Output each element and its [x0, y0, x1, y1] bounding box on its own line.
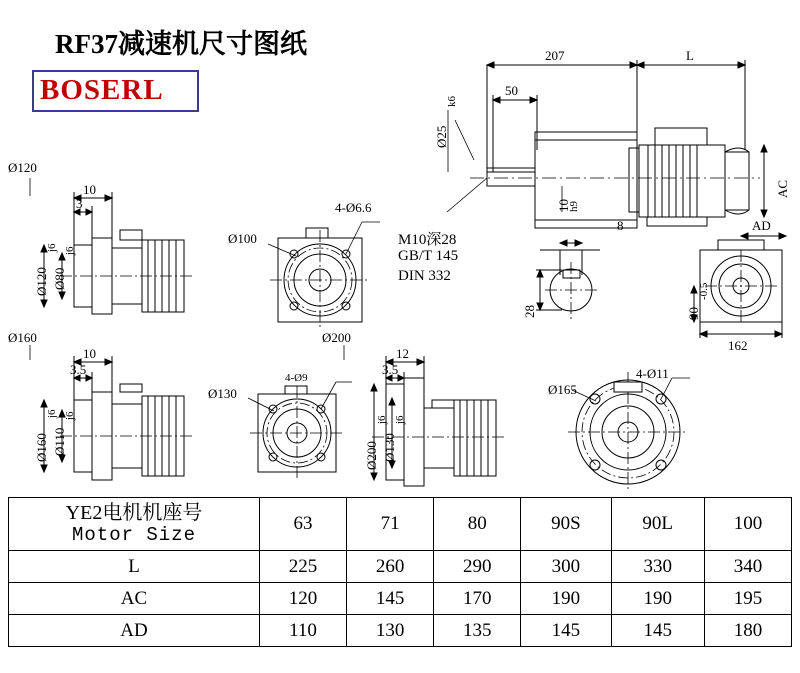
table-row — [9, 615, 792, 647]
table-cell-AD-4: 145 — [611, 615, 704, 647]
flange-small-shaft-tol-label: j6 — [46, 243, 58, 252]
dim-28-label: 28 — [522, 305, 537, 318]
flange-small-pcd-label: Ø100 — [228, 231, 257, 246]
dim-207-label: 207 — [545, 48, 565, 63]
dimension-table — [8, 497, 792, 647]
table-row — [9, 551, 792, 583]
flange-mid-bore-label: Ø110 — [52, 427, 67, 456]
dim-10h9-label: 10 — [556, 199, 571, 212]
dim-50-label: 50 — [505, 83, 518, 98]
flange-mid-shaft-label: Ø160 — [34, 433, 49, 462]
table-cell-AC-4: 190 — [611, 583, 704, 615]
standard-gb-label: GB/T 145 — [398, 248, 459, 264]
flange-small-bore-label: Ø80 — [52, 267, 67, 290]
flange-large-dim35-label: 3.5 — [382, 362, 399, 377]
dim-L-label: L — [686, 48, 694, 63]
flange-mid-bore-tol-label: j6 — [64, 411, 76, 420]
dim-AD-label: AD — [752, 218, 771, 233]
table-cell-AD-0: 110 — [260, 615, 347, 647]
flange-small-dim3-label: 3 — [76, 196, 83, 211]
thread-spec-label: M10深28 — [398, 232, 457, 248]
table-header-en: Motor Size — [71, 523, 197, 546]
flange-mid-pcd-label: Ø130 — [208, 386, 237, 401]
table-cell-AC-5: 195 — [704, 583, 791, 615]
flange-mid-shaft-tol-label: j6 — [46, 409, 58, 418]
flange-large-bore-label: Ø130 — [382, 433, 397, 462]
table-cell-AD-5: 180 — [704, 615, 791, 647]
dim-10h9-tol-label: h9 — [568, 201, 580, 212]
shaft-dia-tol-label: k6 — [446, 96, 458, 107]
table-row-label-AD: AD — [9, 615, 260, 647]
flange-large-dim12-label: 12 — [396, 346, 409, 361]
dim-162-label: 162 — [728, 338, 748, 353]
table-row-label-AC: AC — [9, 583, 260, 615]
table-cell-L-3: 300 — [521, 551, 611, 583]
table-cell-L-5: 340 — [704, 551, 791, 583]
table-header-cn: YE2电机机座号 — [65, 502, 203, 525]
table-cell-AD-3: 145 — [521, 615, 611, 647]
page-title: RF37减速机尺寸图纸 — [55, 29, 307, 59]
table-cell-size-3: 90S — [521, 498, 611, 551]
flange-small-holes-label: 4-Ø6.6 — [335, 200, 372, 215]
dim-8-label: 8 — [617, 218, 624, 233]
flange-large-od-label: Ø200 — [322, 330, 351, 345]
table-cell-AC-3: 190 — [521, 583, 611, 615]
table-row — [9, 498, 792, 551]
shaft-dia-label: Ø25 — [434, 125, 449, 148]
table-cell-AC-2: 170 — [434, 583, 521, 615]
flange-mid-holes-label: 4-Ø9 — [285, 372, 308, 384]
flange-small-od-label: Ø120 — [8, 160, 37, 175]
table-cell-size-0: 63 — [260, 498, 347, 551]
flange-small-shaft-label: Ø120 — [34, 267, 49, 296]
dim-AC-label: AC — [775, 179, 790, 198]
flange-large-shaft-label: Ø200 — [364, 441, 379, 470]
table-cell-L-1: 260 — [347, 551, 434, 583]
table-cell-size-4: 90L — [611, 498, 704, 551]
flange-mid-od-label: Ø160 — [8, 330, 37, 345]
flange-large-bore-tol-label: j6 — [394, 415, 406, 424]
table-cell-AC-1: 145 — [347, 583, 434, 615]
table-cell-L-0: 225 — [260, 551, 347, 583]
table-cell-size-2: 80 — [434, 498, 521, 551]
flange-large-pcd-label: Ø165 — [548, 382, 577, 397]
standard-din-label: DIN 332 — [398, 268, 451, 284]
flange-small-dim10-label: 10 — [83, 182, 96, 197]
table-cell-size-1: 71 — [347, 498, 434, 551]
table-cell-size-5: 100 — [704, 498, 791, 551]
dim-90-label: 90 — [686, 307, 701, 320]
dim-90-tol-label: -0.5 — [698, 282, 710, 300]
flange-large-shaft-tol-label: j6 — [376, 415, 388, 424]
table-cell-L-4: 330 — [611, 551, 704, 583]
table-cell-AC-0: 120 — [260, 583, 347, 615]
flange-mid-dim35-label: 3.5 — [70, 362, 87, 377]
table-cell-AD-2: 135 — [434, 615, 521, 647]
table-header-motor-size — [9, 498, 260, 551]
logo-text: BOSERL — [40, 74, 164, 106]
flange-mid-dim10-label: 10 — [83, 346, 96, 361]
flange-small-bore-tol-label: j6 — [64, 246, 76, 255]
table-cell-AD-1: 130 — [347, 615, 434, 647]
table-cell-L-2: 290 — [434, 551, 521, 583]
table-row-label-L: L — [9, 551, 260, 583]
flange-large-holes-label: 4-Ø11 — [636, 366, 669, 381]
table-row — [9, 583, 792, 615]
